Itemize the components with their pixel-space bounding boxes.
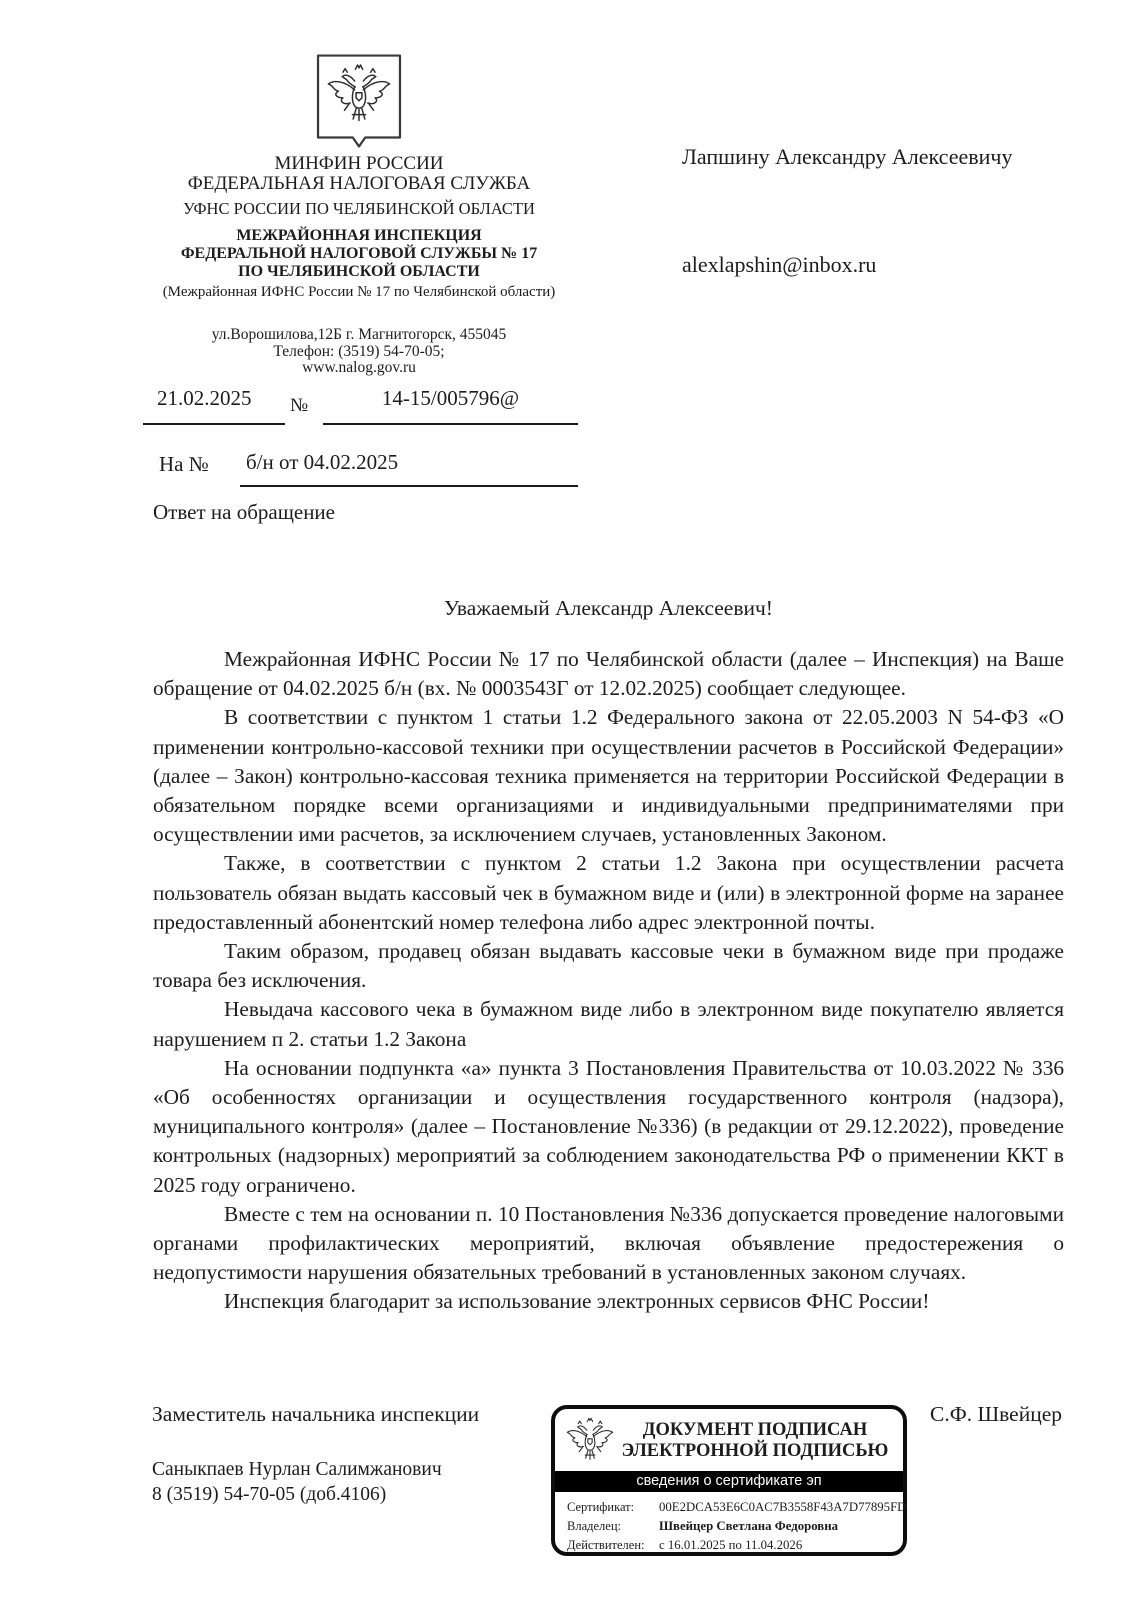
- paragraph: Инспекция благодарит за использование электронных сервисов ФНС России!: [224, 1289, 930, 1314]
- eagle-emblem-icon: [563, 1412, 617, 1470]
- in-reply-label: На №: [159, 452, 209, 476]
- stamp-header: [555, 1409, 903, 1471]
- address-phone: Телефон: (3519) 54-70-05;: [273, 342, 445, 360]
- org-name-fns: ФЕДЕРАЛЬНАЯ НАЛОГОВАЯ СЛУЖБА: [187, 173, 531, 194]
- salutation: Уважаемый Александр Алексеевич!: [444, 596, 773, 620]
- coat-of-arms-icon: [314, 52, 404, 150]
- stamp-title: [617, 1420, 893, 1462]
- letter-body: [153, 645, 1064, 1317]
- number-sign: №: [290, 395, 309, 416]
- executor-name: Саныкпаев Нурлан Салимжанович: [152, 1459, 442, 1480]
- outgoing-number-field: 14-15/005796@: [323, 386, 578, 425]
- validity-row: [567, 1536, 895, 1555]
- paragraph: Межрайонная ИФНС России № 17 по Челябинской области (далее – Инспекция) на Ваше обращение от 04.02.2025 б/н (вх. № 0003543Г от 12.02.2025) сообщает следующее.: [153, 647, 1064, 701]
- paragraph: Вместе с тем на основании п. 10 Постановления №336 допускается проведение налоговыми органами профилактических мероприятий, включая объявление предостережения о недопустимости нарушения обязательных требований в установленных законом случаях.: [153, 1201, 1064, 1285]
- in-reply-field: б/н от 04.02.2025: [240, 450, 578, 487]
- org-name-minfin: МИНФИН РОССИИ: [274, 153, 444, 174]
- paragraph: В соответствии с пунктом 1 статьи 1.2 Федерального закона от 22.05.2003 N 54-ФЗ «О применении контрольно-кассовой техники при осуществлении расчетов в Российской Федерации» (далее – Закон) контрольно-кассовая техника применяется на территории Российской Федерации в обязательном порядке всеми организациями и индивидуальными предпринимателями при осуществлении ими расчетов, за исключением случаев, установленных Законом.: [153, 705, 1064, 847]
- signer-name: С.Ф. Швейцер: [930, 1402, 1063, 1426]
- org-name-ufns: УФНС РОССИИ ПО ЧЕЛЯБИНСКОЙ ОБЛАСТИ: [183, 199, 535, 218]
- address-website: www.nalog.gov.ru: [302, 359, 416, 376]
- org-inspection-line2: ФЕДЕРАЛЬНОЙ НАЛОГОВОЙ СЛУЖБЫ № 17: [180, 245, 538, 262]
- certificate-label: Сертификат:: [567, 1500, 635, 1514]
- validity-label: Действителен:: [567, 1538, 645, 1552]
- certificate-info-bar: сведения о сертификате эп: [555, 1471, 903, 1492]
- certificate-row: [567, 1498, 907, 1517]
- stamp-title-line1: ДОКУМЕНТ ПОДПИСАН: [642, 1420, 868, 1440]
- executor-phone: 8 (3519) 54-70-05 (доб.4106): [152, 1483, 387, 1505]
- recipient-name: Лапшину Александру Алексеевичу: [682, 144, 1013, 169]
- owner-value: Швейцер Светлана Федоровна: [659, 1519, 838, 1533]
- sender-address: [150, 327, 568, 377]
- certificate-value: 00E2DCA53E6C0AC7B3558F43A7D77895FD: [659, 1500, 907, 1514]
- org-name-short: (Межрайонная ИФНС России № 17 по Челябинской области): [162, 284, 556, 300]
- emblem-wrap: [150, 52, 568, 152]
- certificate-details: [555, 1492, 907, 1555]
- org-name-inspection: [150, 227, 568, 281]
- paragraph: Также, в соответствии с пунктом 2 статьи 1.2 Закона при осуществлении расчета пользователь обязан выдать кассовый чек в бумажном виде и (или) в электронной форме на заранее предоставленный абонентский номер телефона либо адрес электронной почты.: [153, 851, 1064, 934]
- address-street: ул.Ворошилова,12Б г. Магнитогорск, 455045: [211, 326, 507, 343]
- letter-subject: Ответ на обращение: [153, 500, 335, 524]
- org-inspection-line1: МЕЖРАЙОННАЯ ИНСПЕКЦИЯ: [236, 227, 482, 244]
- outgoing-date-field: 21.02.2025: [143, 386, 285, 425]
- owner-label: Владелец:: [567, 1519, 621, 1533]
- letterhead: [150, 52, 568, 301]
- paragraph: На основании подпункта «а» пункта 3 Постановления Правительства от 10.03.2022 № 336 «Об особенностях организации и осуществления государственного контроля (надзора), муниципального контроля» (далее – Постановление №336) (в редакции от 29.12.2022), проведение контрольных (надзорных) мероприятий за соблюдением законодательства РФ о применении ККТ в 2025 году ограничено.: [153, 1055, 1064, 1197]
- signer-position: Заместитель начальника инспекции: [152, 1402, 480, 1426]
- executor-contact: [152, 1458, 442, 1507]
- validity-value: с 16.01.2025 по 11.04.2026: [659, 1538, 803, 1552]
- owner-row: [567, 1517, 895, 1536]
- stamp-title-line2: ЭЛЕКТРОННОЙ ПОДПИСЬЮ: [621, 1441, 889, 1461]
- recipient-email: alexlapshin@inbox.ru: [682, 252, 877, 277]
- e-signature-stamp: [551, 1405, 907, 1556]
- org-inspection-line3: ПО ЧЕЛЯБИНСКОЙ ОБЛАСТИ: [238, 263, 480, 280]
- paragraph: Таким образом, продавец обязан выдавать кассовые чеки в бумажном виде при продаже товара без исключения.: [153, 939, 1064, 993]
- paragraph: Невыдача кассового чека в бумажном виде либо в электронном виде покупателю является нарушением п 2. статьи 1.2 Закона: [153, 997, 1064, 1051]
